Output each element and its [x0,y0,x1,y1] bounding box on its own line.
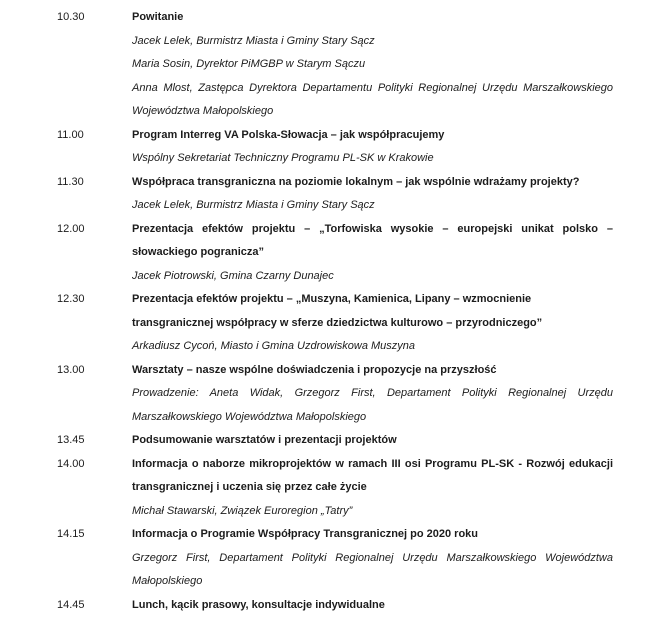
speaker-line: Anna Mlost, Zastępca Dyrektora Departamentu Polityki Regionalnej Urzędu Marszałkowskiego Województwa Małopolskiego [132,81,613,117]
agenda-item [57,359,613,430]
agenda-item [57,218,613,289]
agenda-item-content [132,429,613,453]
agenda-item-content [132,171,613,218]
agenda-item-content [132,523,613,594]
agenda-item [57,429,613,453]
speaker-line: Prowadzenie: Aneta Widak, Grzegorz First, Departament Polityki Regionalnej Urzędu Marszałkowskiego Województwa Małopolskiego [132,387,613,423]
session-title: Informacja o naborze mikroprojektów w ramach III osi Programu PL-SK - Rozwój edukacji transgranicznej i uczenia się przez całe życie [132,457,613,493]
speaker-line: Jacek Lelek, Burmistrz Miasta i Gminy Stary Sącz [132,34,375,47]
agenda-item [57,124,613,171]
speaker-line: Grzegorz First, Departament Polityki Regionalnej Urzędu Marszałkowskiego Województwa Małopolskiego [132,551,613,587]
time-label: 11.00 [57,128,84,141]
speaker-line: Jacek Piotrowski, Gmina Czarny Dunajec [132,269,334,282]
agenda-item [57,594,613,618]
session-title: Prezentacja efektów projektu – „Muszyna, Kamienica, Lipany – wzmocnienie transgranicznej współpracy w sferze dziedzictwa kulturowo – przyrodniczego” [132,293,543,329]
agenda-item-content [132,453,613,524]
session-title: Lunch, kącik prasowy, konsultacje indywidualne [132,598,385,611]
agenda-item-content [132,218,613,289]
time-label: 11.30 [57,175,84,188]
session-title: Powitanie [132,11,184,23]
agenda-item [57,6,613,124]
session-title: Prezentacja efektów projektu – „Torfowiska wysokie – europejski unikat polsko – słowackiego pogranicza” [132,222,613,258]
agenda-item-content [132,288,613,359]
session-title: Warsztaty – nasze wspólne doświadczenia i propozycje na przyszłość [132,363,497,376]
agenda-item [57,523,613,594]
time-label: 13.00 [57,363,85,376]
agenda-item-content [132,124,613,171]
agenda-item [57,288,613,359]
speaker-line: Wspólny Sekretariat Techniczny Programu PL-SK w Krakowie [132,152,434,164]
speaker-line: Maria Sosin, Dyrektor PiMGBP w Starym Sączu [132,58,366,70]
agenda-item-content [132,6,613,124]
session-title: Podsumowanie warsztatów i prezentacji projektów [132,434,397,446]
time-label: 13.45 [57,434,85,446]
time-label: 12.00 [57,222,85,235]
agenda-item-content [132,359,613,430]
speaker-line: Jacek Lelek, Burmistrz Miasta i Gminy Stary Sącz [132,199,375,211]
time-label: 10.30 [57,11,85,23]
time-label: 14.15 [57,528,85,540]
time-label: 14.45 [57,598,85,611]
speaker-line: Arkadiusz Cycoń, Miasto i Gmina Uzdrowiskowa Muszyna [132,340,416,352]
agenda-item [57,453,613,524]
agenda-item-content [132,594,613,618]
time-label: 12.30 [57,293,85,305]
speaker-line: Michał Stawarski, Związek Euroregion „Tatry” [132,504,353,517]
session-title: Informacja o Programie Współpracy Transgranicznej po 2020 roku [132,528,478,540]
session-title: Program Interreg VA Polska-Słowacja – jak współpracujemy [132,128,445,141]
session-title: Współpraca transgraniczna na poziomie lokalnym – jak wspólnie wdrażamy projekty? [132,175,580,188]
agenda-item [57,171,613,218]
time-label: 14.00 [57,457,85,470]
